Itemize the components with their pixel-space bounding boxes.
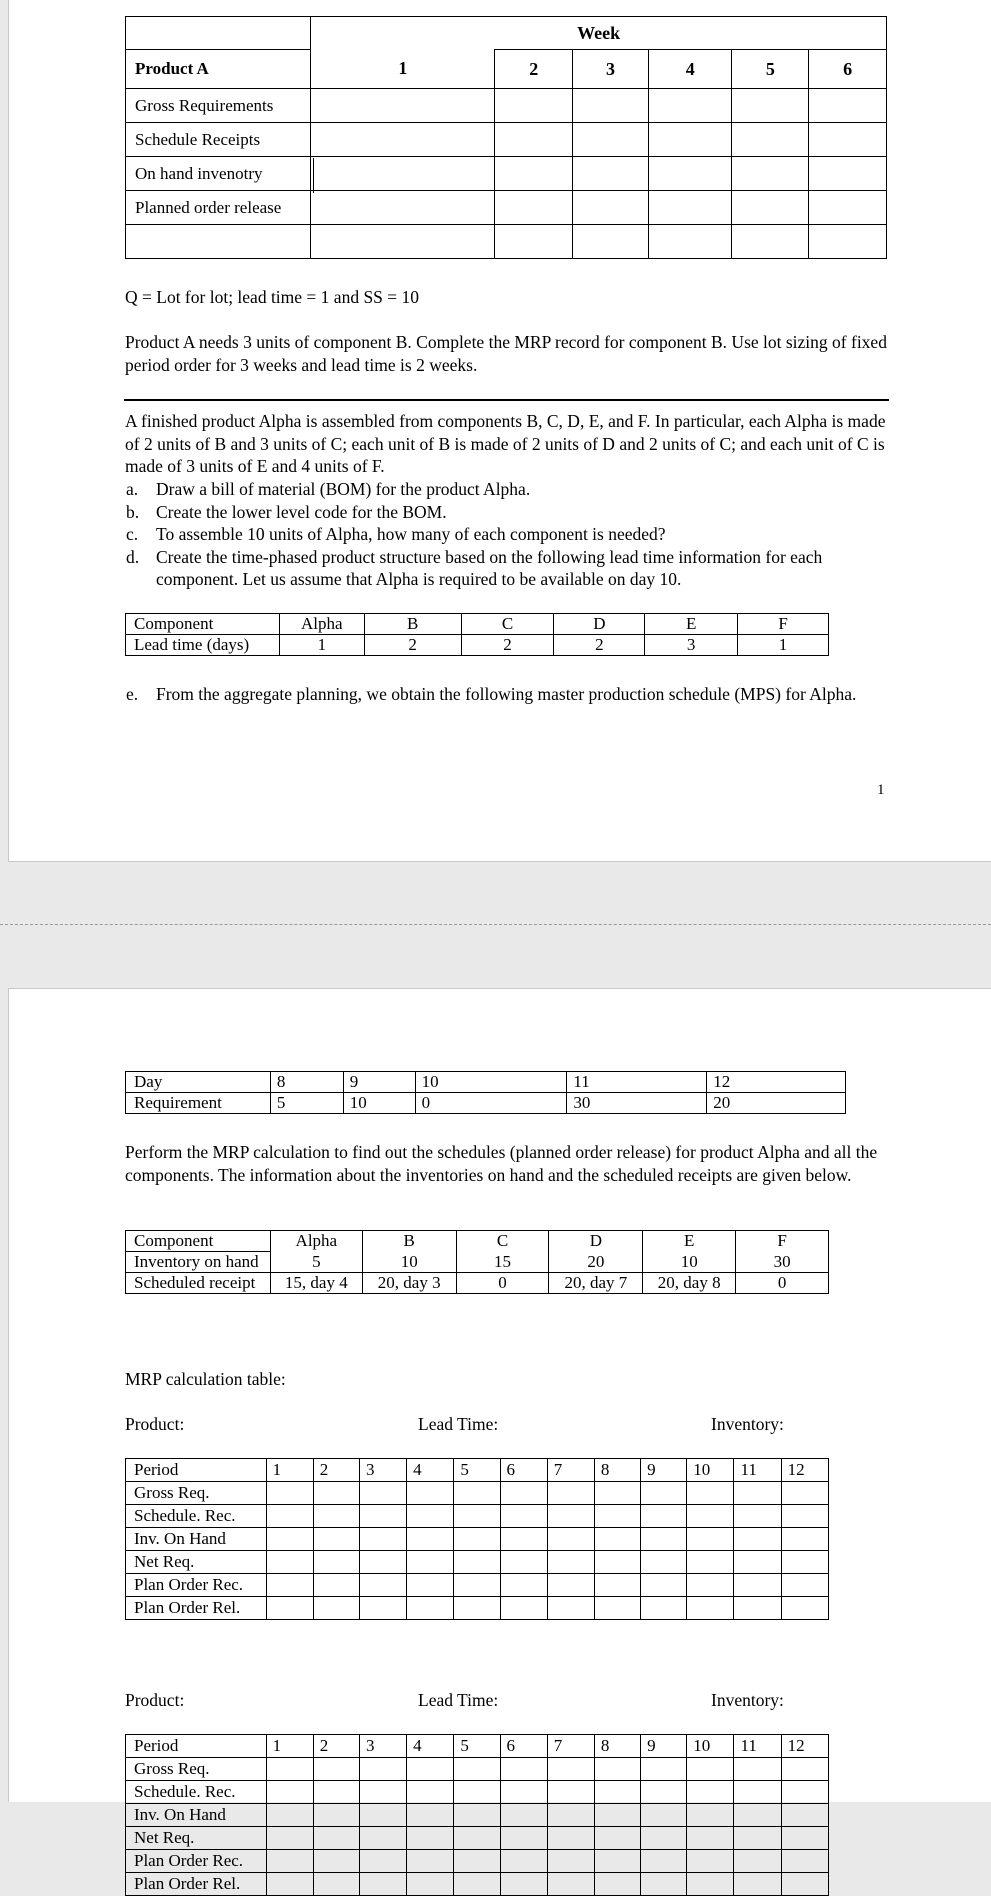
calc-period: 4: [407, 1735, 454, 1758]
calc-cell: [641, 1482, 687, 1505]
calc-cell: [454, 1850, 500, 1873]
calc-cell: [687, 1827, 734, 1850]
scheduled-value: 0: [456, 1273, 549, 1294]
calc-row-label: Schedule. Rec.: [126, 1781, 267, 1804]
calc-period: 6: [500, 1735, 547, 1758]
calc-cell: [781, 1804, 828, 1827]
page-separator: [0, 924, 991, 925]
calc-row-label: Inv. On Hand: [126, 1528, 267, 1551]
calc-cell: [594, 1528, 640, 1551]
inventory-header: C: [456, 1231, 549, 1252]
scheduled-label: Scheduled receipt: [126, 1273, 271, 1294]
calc-cell: [641, 1551, 687, 1574]
lead-table-cell: 3: [645, 635, 738, 656]
inventory-value: 10: [362, 1252, 456, 1273]
calc-row: [126, 1505, 829, 1528]
question-item: e. From the aggregate planning, we obtain the following master production schedule (MPS) for Alpha.: [126, 684, 857, 704]
calc-cell: [266, 1804, 313, 1827]
calc-cell: [734, 1850, 781, 1873]
calc-row: [126, 1459, 829, 1482]
calc-cell: [454, 1482, 500, 1505]
calc-cell: [687, 1528, 734, 1551]
calc-cell: [266, 1873, 313, 1896]
calc-cell: [781, 1827, 828, 1850]
inventory-value: 10: [643, 1252, 736, 1273]
calc-cell: [781, 1528, 828, 1551]
calc-cell: [687, 1804, 734, 1827]
mrp-calc-table: [125, 1458, 829, 1620]
calc-product-label: Product:: [125, 1690, 185, 1710]
calc-cell: [359, 1482, 406, 1505]
calc-cell: [454, 1781, 500, 1804]
calc-cell: [500, 1597, 547, 1620]
calc-cell: [781, 1505, 828, 1528]
row-label: Gross Requirements: [126, 89, 311, 123]
mps-table: [125, 1071, 846, 1114]
calc-cell: [594, 1804, 640, 1827]
calc-period: 3: [359, 1459, 406, 1482]
calc-period: 7: [547, 1459, 594, 1482]
calc-cell: [359, 1758, 406, 1781]
alpha-intro: A finished product Alpha is assembled from components B, C, D, E, and F. In particular, each Alpha is made of 2 units of B and 3 units of C; each unit of B is made of 2 units of D and 2 units of C; and each unit of C is made of 3 units of E and 4 units of F.: [125, 411, 886, 476]
calc-cell: [313, 1827, 359, 1850]
calc-row: [126, 1528, 829, 1551]
calc-cell: [359, 1597, 406, 1620]
calc-cell: [547, 1482, 594, 1505]
calc-row-label: Net Req.: [126, 1551, 267, 1574]
calc-cell: [547, 1758, 594, 1781]
calc-row-label: Gross Req.: [126, 1758, 267, 1781]
lead-table-cell: 2: [364, 635, 461, 656]
calc-cell: [687, 1597, 734, 1620]
row-label: Schedule Receipts: [126, 123, 311, 157]
inventory-header: B: [362, 1231, 456, 1252]
calc-cell: [407, 1827, 454, 1850]
calc-cell: [687, 1781, 734, 1804]
calc-row-label: Net Req.: [126, 1827, 267, 1850]
inventory-value: 20: [549, 1252, 643, 1273]
calc-cell: [407, 1804, 454, 1827]
lead-table-header: F: [738, 614, 829, 635]
calc-cell: [547, 1850, 594, 1873]
inventory-header: E: [643, 1231, 736, 1252]
calc-period: 7: [547, 1735, 594, 1758]
calc-cell: [641, 1505, 687, 1528]
mps-day: 9: [343, 1072, 415, 1093]
calc-cell: [594, 1597, 640, 1620]
question-item: b. Create the lower level code for the BOM.: [126, 501, 447, 522]
calc-cell: [547, 1781, 594, 1804]
calc-cell: [594, 1850, 640, 1873]
inventory-header: Alpha: [270, 1231, 362, 1252]
calc-cell: [687, 1850, 734, 1873]
calc-row-label: Schedule. Rec.: [126, 1505, 267, 1528]
calc-cell: [266, 1781, 313, 1804]
calc-period: 12: [781, 1459, 828, 1482]
lead-table-header: C: [461, 614, 554, 635]
product-label: Product A: [126, 50, 311, 89]
mps-day: 10: [415, 1072, 567, 1093]
calc-inventory-label: Inventory:: [711, 1690, 784, 1710]
calc-cell: [594, 1574, 640, 1597]
lead-table-header: B: [364, 614, 461, 635]
lead-table-cell: 2: [554, 635, 645, 656]
calc-cell: [781, 1574, 828, 1597]
calc-cell: [266, 1528, 313, 1551]
mps-requirement: 10: [343, 1093, 415, 1114]
calc-cell: [266, 1850, 313, 1873]
calc-row-label: Period: [126, 1459, 267, 1482]
calc-product-label: Product:: [125, 1414, 185, 1434]
calc-period: 9: [641, 1459, 687, 1482]
calc-cell: [454, 1528, 500, 1551]
calc-cell: [407, 1574, 454, 1597]
calc-cell: [454, 1758, 500, 1781]
calc-cell: [641, 1574, 687, 1597]
calc-cell: [266, 1574, 313, 1597]
calc-cell: [547, 1804, 594, 1827]
calc-cell: [781, 1482, 828, 1505]
calc-cell: [266, 1827, 313, 1850]
calc-cell: [781, 1781, 828, 1804]
lead-table-header: E: [645, 614, 738, 635]
calc-cell: [781, 1597, 828, 1620]
week-number: 1: [311, 50, 495, 89]
calc-cell: [313, 1528, 359, 1551]
calc-leadtime-label: Lead Time:: [418, 1690, 499, 1710]
calc-cell: [407, 1505, 454, 1528]
section-rule: [124, 399, 889, 401]
calc-period: 2: [313, 1735, 359, 1758]
calc-cell: [454, 1597, 500, 1620]
calc-cell: [266, 1505, 313, 1528]
week-number: 6: [809, 50, 887, 89]
calc-cell: [407, 1482, 454, 1505]
mps-header: Day: [126, 1072, 271, 1093]
calc-cell: [641, 1804, 687, 1827]
calc-cell: [359, 1574, 406, 1597]
calc-cell: [266, 1758, 313, 1781]
calc-cell: [781, 1551, 828, 1574]
calc-period: 8: [594, 1459, 640, 1482]
calc-cell: [313, 1781, 359, 1804]
lead-table-cell: 1: [279, 635, 364, 656]
week-number: 2: [495, 50, 573, 89]
calc-cell: [500, 1781, 547, 1804]
calc-cell: [313, 1758, 359, 1781]
scheduled-value: 20, day 3: [362, 1273, 456, 1294]
calc-cell: [359, 1804, 406, 1827]
calc-cell: [734, 1597, 781, 1620]
calc-cell: [500, 1551, 547, 1574]
calc-cell: [454, 1804, 500, 1827]
week-header: Week: [311, 17, 887, 50]
calc-cell: [313, 1482, 359, 1505]
inventory-header: F: [736, 1231, 829, 1252]
calc-cell: [266, 1482, 313, 1505]
calc-period: 10: [687, 1459, 734, 1482]
empty-cell: [126, 17, 311, 50]
calc-cell: [500, 1827, 547, 1850]
calc-row: [126, 1597, 829, 1620]
calc-period: 5: [454, 1459, 500, 1482]
question-item: d. Create the time-phased product structure based on the following lead time information for each component. Let us assume that Alpha is required to be available on day 10.: [126, 546, 823, 589]
calc-cell: [594, 1827, 640, 1850]
row-label: On hand invenotry: [126, 157, 311, 191]
calc-cell: [641, 1850, 687, 1873]
calc-cell: [266, 1597, 313, 1620]
calc-cell: [734, 1758, 781, 1781]
calc-cell: [500, 1505, 547, 1528]
calc-cell: [547, 1528, 594, 1551]
calc-cell: [407, 1850, 454, 1873]
calc-row-label: Plan Order Rel.: [126, 1597, 267, 1620]
calc-cell: [454, 1827, 500, 1850]
calc-period: 3: [359, 1735, 406, 1758]
calc-cell: [641, 1781, 687, 1804]
calc-cell: [641, 1597, 687, 1620]
calc-cell: [454, 1873, 500, 1896]
inventory-value: 15: [456, 1252, 549, 1273]
mps-requirement: 20: [707, 1093, 846, 1114]
calc-leadtime-label: Lead Time:: [418, 1414, 499, 1434]
calc-row: [126, 1873, 829, 1896]
calc-cell: [734, 1804, 781, 1827]
calc-cell: [266, 1551, 313, 1574]
calc-row-label: Plan Order Rec.: [126, 1850, 267, 1873]
calc-row: [126, 1551, 829, 1574]
calc-cell: [547, 1827, 594, 1850]
calc-period: 9: [641, 1735, 687, 1758]
calc-cell: [313, 1804, 359, 1827]
inventory-value: 5: [270, 1252, 362, 1273]
calc-cell: [359, 1781, 406, 1804]
calc-inventory-label: Inventory:: [711, 1414, 784, 1434]
calc-row-label: Plan Order Rel.: [126, 1873, 267, 1896]
calc-cell: [407, 1758, 454, 1781]
perform-paragraph: Perform the MRP calculation to find out the schedules (planned order release) for product Alpha and all the components. The information about the inventories on hand and the scheduled receipts are given below.: [125, 1142, 878, 1185]
inventory-label: Inventory on hand: [126, 1252, 271, 1273]
calc-cell: [407, 1781, 454, 1804]
calc-cell: [781, 1873, 828, 1896]
calc-cell: [734, 1482, 781, 1505]
calc-cell: [594, 1505, 640, 1528]
mps-day: 12: [707, 1072, 846, 1093]
calc-row-label: Gross Req.: [126, 1482, 267, 1505]
calc-cell: [500, 1574, 547, 1597]
calc-cell: [687, 1758, 734, 1781]
cell-divider: [313, 158, 314, 193]
calc-row: [126, 1735, 829, 1758]
calc-row: [126, 1758, 829, 1781]
calc-row-label: Inv. On Hand: [126, 1804, 267, 1827]
scheduled-value: 0: [736, 1273, 829, 1294]
calc-cell: [313, 1574, 359, 1597]
calc-period: 5: [454, 1735, 500, 1758]
calc-cell: [687, 1574, 734, 1597]
week-number: 5: [732, 50, 809, 89]
calc-cell: [313, 1873, 359, 1896]
mps-day: 8: [270, 1072, 343, 1093]
calc-cell: [313, 1505, 359, 1528]
calc-cell: [594, 1551, 640, 1574]
inventory-header: Component: [126, 1231, 271, 1252]
calc-cell: [734, 1873, 781, 1896]
calc-cell: [359, 1873, 406, 1896]
calc-cell: [547, 1873, 594, 1896]
calc-cell: [500, 1850, 547, 1873]
row-label: Planned order release: [126, 191, 311, 225]
calc-period: 4: [407, 1459, 454, 1482]
calc-cell: [500, 1873, 547, 1896]
calc-row: [126, 1827, 829, 1850]
calc-period: 11: [734, 1459, 781, 1482]
calc-cell: [407, 1873, 454, 1896]
calc-cell: [359, 1827, 406, 1850]
calc-cell: [594, 1781, 640, 1804]
calc-cell: [547, 1574, 594, 1597]
calc-period: 12: [781, 1735, 828, 1758]
inventory-table: [125, 1230, 829, 1294]
week-number: 4: [648, 50, 732, 89]
calc-row: [126, 1482, 829, 1505]
calc-cell: [313, 1551, 359, 1574]
question-item: a. Draw a bill of material (BOM) for the product Alpha.: [126, 479, 531, 499]
calc-cell: [734, 1827, 781, 1850]
calc-cell: [641, 1873, 687, 1896]
row-label: [126, 225, 311, 259]
calc-cell: [359, 1850, 406, 1873]
calc-cell: [734, 1505, 781, 1528]
calc-cell: [687, 1873, 734, 1896]
calc-cell: [781, 1850, 828, 1873]
calc-cell: [687, 1505, 734, 1528]
calc-cell: [594, 1873, 640, 1896]
calc-cell: [734, 1551, 781, 1574]
scheduled-value: 15, day 4: [270, 1273, 362, 1294]
lead-table-cell: 1: [738, 635, 829, 656]
calc-cell: [594, 1758, 640, 1781]
calc-cell: [500, 1528, 547, 1551]
calc-cell: [359, 1505, 406, 1528]
mrp-calc-label: MRP calculation table:: [125, 1369, 286, 1389]
calc-period: 2: [313, 1459, 359, 1482]
calc-cell: [454, 1574, 500, 1597]
calc-cell: [500, 1482, 547, 1505]
calc-cell: [313, 1597, 359, 1620]
lead-time-table: [125, 613, 829, 656]
mrp-calc-table: [125, 1734, 829, 1896]
calc-cell: [734, 1781, 781, 1804]
calc-row: [126, 1781, 829, 1804]
calc-cell: [359, 1551, 406, 1574]
calc-cell: [641, 1758, 687, 1781]
calc-cell: [454, 1505, 500, 1528]
calc-cell: [359, 1528, 406, 1551]
calc-cell: [547, 1505, 594, 1528]
calc-cell: [313, 1850, 359, 1873]
calc-period: 10: [687, 1735, 734, 1758]
calc-cell: [641, 1528, 687, 1551]
calc-row: [126, 1804, 829, 1827]
inventory-value: 30: [736, 1252, 829, 1273]
calc-period: 1: [266, 1459, 313, 1482]
question-list: [125, 478, 885, 591]
calc-cell: [687, 1482, 734, 1505]
mps-header: Requirement: [126, 1093, 271, 1114]
calc-cell: [734, 1528, 781, 1551]
q-line: Q = Lot for lot; lead time = 1 and SS = 10: [125, 287, 420, 307]
calc-cell: [454, 1551, 500, 1574]
calc-cell: [407, 1551, 454, 1574]
calc-cell: [547, 1551, 594, 1574]
calc-cell: [594, 1482, 640, 1505]
lead-table-header: D: [554, 614, 645, 635]
lead-table-cell: 2: [461, 635, 554, 656]
lead-table-cell: Lead time (days): [126, 635, 280, 656]
product-a-mrp-table: [125, 16, 887, 259]
calc-row-label: Plan Order Rec.: [126, 1574, 267, 1597]
calc-cell: [687, 1551, 734, 1574]
calc-cell: [407, 1528, 454, 1551]
lead-table-header: Component: [126, 614, 280, 635]
calc-cell: [500, 1758, 547, 1781]
calc-row: [126, 1850, 829, 1873]
mps-requirement: 30: [567, 1093, 707, 1114]
lead-table-header: Alpha: [279, 614, 364, 635]
calc-cell: [407, 1597, 454, 1620]
calc-period: 8: [594, 1735, 640, 1758]
calc-cell: [500, 1804, 547, 1827]
mps-day: 11: [567, 1072, 707, 1093]
question-list-e: [125, 683, 885, 706]
mps-requirement: 0: [415, 1093, 567, 1114]
calc-period: 6: [500, 1459, 547, 1482]
inventory-header: D: [549, 1231, 643, 1252]
scheduled-value: 20, day 8: [643, 1273, 736, 1294]
scheduled-value: 20, day 7: [549, 1273, 643, 1294]
page-number: 1: [877, 782, 885, 798]
calc-period: 1: [266, 1735, 313, 1758]
calc-cell: [641, 1827, 687, 1850]
calc-cell: [547, 1597, 594, 1620]
week-number: 3: [573, 50, 649, 89]
mps-requirement: 5: [270, 1093, 343, 1114]
calc-row: [126, 1574, 829, 1597]
calc-cell: [734, 1574, 781, 1597]
question-item: c. To assemble 10 units of Alpha, how many of each component is needed?: [126, 524, 666, 544]
calc-period: 11: [734, 1735, 781, 1758]
calc-row-label: Period: [126, 1735, 267, 1758]
product-a-paragraph: Product A needs 3 units of component B. Complete the MRP record for component B. Use lot sizing of fixed period order for 3 weeks and lead time is 2 weeks.: [125, 332, 887, 375]
calc-cell: [781, 1758, 828, 1781]
